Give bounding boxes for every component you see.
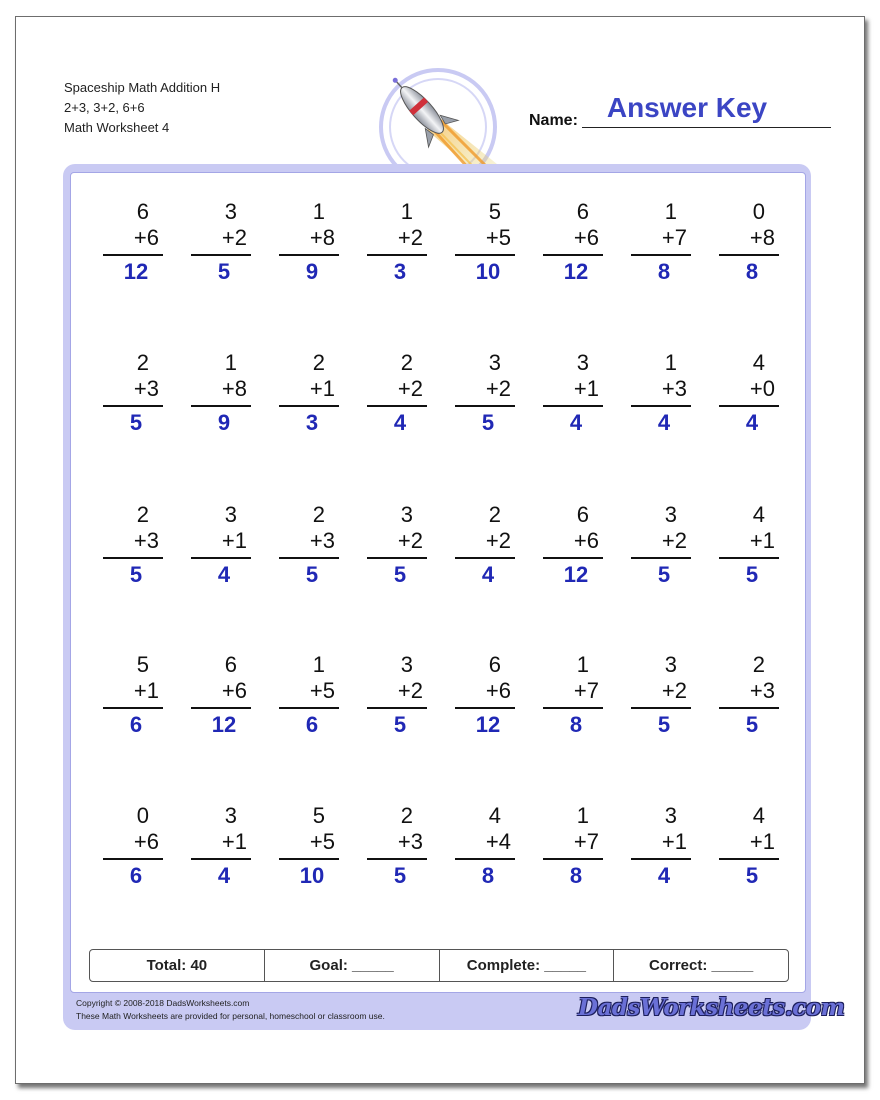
addend-top: 3 (576, 350, 589, 375)
addend-bottom-value: 7 (674, 225, 687, 250)
addition-problem (455, 803, 515, 889)
addition-problem (367, 199, 427, 285)
addend-top: 5 (136, 652, 149, 677)
addend-bottom (719, 528, 779, 554)
plus-sign: + (221, 678, 235, 703)
addend-top: 2 (400, 350, 413, 375)
sum-line (191, 707, 251, 709)
addend-bottom-value: 3 (146, 528, 159, 553)
plus-sign: + (485, 225, 499, 250)
addition-problem (279, 199, 339, 285)
problems-panel (70, 172, 806, 993)
addend-bottom-value: 1 (322, 376, 335, 401)
plus-sign: + (573, 376, 587, 401)
addend-top: 1 (224, 350, 237, 375)
addition-problem (103, 350, 163, 436)
addend-bottom-value: 1 (762, 528, 775, 553)
addend-bottom (631, 376, 691, 402)
plus-sign: + (221, 225, 235, 250)
score-goal: Goal: _____ (265, 950, 440, 981)
sum-line (279, 557, 339, 559)
answer: 5 (657, 562, 671, 587)
answer: 10 (299, 863, 325, 888)
addition-problem (103, 502, 163, 588)
answer: 5 (657, 712, 671, 737)
sum-line (103, 405, 163, 407)
sum-line (367, 707, 427, 709)
addend-bottom-value: 8 (234, 376, 247, 401)
addend-bottom-value: 0 (762, 376, 775, 401)
addend-top: 0 (136, 803, 149, 828)
sum-line (455, 858, 515, 860)
sum-line (191, 254, 251, 256)
addition-problem (191, 350, 251, 436)
answer: 5 (745, 712, 759, 737)
addend-top: 1 (664, 350, 677, 375)
addend-bottom (719, 376, 779, 402)
addend-top: 1 (664, 199, 677, 224)
addend-top: 2 (488, 502, 501, 527)
addend-bottom (279, 225, 339, 251)
addend-bottom-value: 6 (586, 225, 599, 250)
plus-sign: + (573, 829, 587, 854)
sum-line (631, 707, 691, 709)
score-table (89, 949, 789, 982)
plus-sign: + (397, 225, 411, 250)
sum-line (367, 557, 427, 559)
addition-problem (103, 652, 163, 738)
sum-line (719, 254, 779, 256)
answer: 4 (393, 410, 407, 435)
addition-problem (279, 652, 339, 738)
plus-sign: + (133, 225, 147, 250)
addition-problem (455, 502, 515, 588)
addend-bottom (543, 829, 603, 855)
addend-bottom-value: 6 (234, 678, 247, 703)
addition-problem (191, 803, 251, 889)
plus-sign: + (485, 376, 499, 401)
addend-bottom-value: 5 (498, 225, 511, 250)
addition-problem (719, 199, 779, 285)
addend-bottom (455, 678, 515, 704)
sum-line (543, 858, 603, 860)
copyright-notice (76, 997, 385, 1023)
sum-line (543, 254, 603, 256)
addend-bottom-value: 8 (322, 225, 335, 250)
addition-problem (103, 803, 163, 889)
worksheet-title: Spaceship Math Addition H (64, 80, 221, 95)
addend-bottom (543, 528, 603, 554)
answer: 4 (657, 410, 671, 435)
addend-top: 5 (488, 199, 501, 224)
plus-sign: + (573, 678, 587, 703)
addend-bottom (191, 376, 251, 402)
addend-bottom (367, 829, 427, 855)
plus-sign: + (309, 376, 323, 401)
sum-line (367, 254, 427, 256)
addition-problem (543, 502, 603, 588)
addend-bottom (719, 829, 779, 855)
addend-bottom (191, 678, 251, 704)
plus-sign: + (221, 528, 235, 553)
addition-problem (367, 502, 427, 588)
addend-bottom (103, 829, 163, 855)
addend-bottom-value: 3 (146, 376, 159, 401)
answer: 5 (481, 410, 495, 435)
plus-sign: + (485, 528, 499, 553)
addend-top: 4 (752, 350, 765, 375)
addend-bottom (191, 225, 251, 251)
addition-problem (367, 803, 427, 889)
plus-sign: + (749, 225, 763, 250)
plus-sign: + (661, 376, 675, 401)
addend-bottom-value: 1 (234, 829, 247, 854)
answer: 12 (563, 562, 589, 587)
answer: 6 (129, 863, 143, 888)
addend-bottom-value: 1 (674, 829, 687, 854)
addend-bottom-value: 2 (498, 528, 511, 553)
addition-problem (367, 652, 427, 738)
plus-sign: + (133, 829, 147, 854)
answer: 4 (569, 410, 583, 435)
addition-problem (279, 350, 339, 436)
plus-sign: + (309, 678, 323, 703)
addend-top: 3 (400, 502, 413, 527)
sum-line (279, 254, 339, 256)
answer: 4 (217, 562, 231, 587)
score-correct: Correct: _____ (649, 957, 754, 974)
addend-bottom-value: 2 (410, 528, 423, 553)
addend-top: 5 (312, 803, 325, 828)
addition-problem (279, 502, 339, 588)
plus-sign: + (749, 829, 763, 854)
addend-top: 1 (312, 652, 325, 677)
answer: 12 (123, 259, 149, 284)
addend-top: 3 (224, 502, 237, 527)
answer: 5 (305, 562, 319, 587)
sum-line (367, 405, 427, 407)
plus-sign: + (309, 528, 323, 553)
answer: 5 (745, 562, 759, 587)
dadsworksheets-logo: DadsWorksheets.com (578, 994, 845, 1021)
answer: 5 (129, 562, 143, 587)
answer: 4 (745, 410, 759, 435)
addend-bottom-value: 2 (498, 376, 511, 401)
answer: 12 (475, 712, 501, 737)
addend-bottom (367, 678, 427, 704)
addend-top: 6 (488, 652, 501, 677)
addition-problem (631, 803, 691, 889)
addend-bottom (455, 528, 515, 554)
addition-problem (103, 199, 163, 285)
addend-top: 2 (752, 652, 765, 677)
plus-sign: + (661, 829, 675, 854)
addition-problem (719, 652, 779, 738)
plus-sign: + (661, 678, 675, 703)
answer: 10 (475, 259, 501, 284)
addend-bottom-value: 7 (586, 829, 599, 854)
score-total: Total: 40 (90, 950, 265, 981)
addition-problem (543, 350, 603, 436)
answer-key-title: Answer Key (606, 92, 768, 123)
answer: 5 (393, 712, 407, 737)
sum-line (103, 557, 163, 559)
sum-line (191, 858, 251, 860)
answer: 8 (481, 863, 495, 888)
addend-bottom (279, 829, 339, 855)
addend-bottom (279, 678, 339, 704)
addend-bottom-value: 1 (586, 376, 599, 401)
addend-bottom-value: 7 (586, 678, 599, 703)
sum-line (719, 405, 779, 407)
sum-line (719, 557, 779, 559)
answer: 12 (563, 259, 589, 284)
plus-sign: + (485, 829, 499, 854)
addend-bottom (367, 376, 427, 402)
answer: 5 (217, 259, 231, 284)
sum-line (103, 858, 163, 860)
addend-bottom (103, 376, 163, 402)
addition-problem (631, 652, 691, 738)
answer: 5 (129, 410, 143, 435)
addend-bottom (455, 376, 515, 402)
sum-line (367, 858, 427, 860)
score-complete: Complete: _____ (440, 950, 615, 981)
sum-line (455, 254, 515, 256)
addend-bottom (191, 829, 251, 855)
addend-bottom (631, 678, 691, 704)
sum-line (279, 707, 339, 709)
addition-problem (631, 350, 691, 436)
addend-bottom-value: 2 (234, 225, 247, 250)
usage-line: These Math Worksheets are provided for personal, homeschool or classroom use. (76, 1011, 385, 1021)
addend-bottom-value: 3 (674, 376, 687, 401)
sum-line (191, 405, 251, 407)
addend-bottom-value: 1 (146, 678, 159, 703)
sum-line (719, 858, 779, 860)
addend-bottom (455, 225, 515, 251)
name-label: Name: (529, 112, 578, 129)
addition-problem (543, 803, 603, 889)
addend-bottom-value: 4 (498, 829, 511, 854)
addend-top: 6 (224, 652, 237, 677)
addend-bottom (191, 528, 251, 554)
plus-sign: + (133, 678, 147, 703)
plus-sign: + (573, 528, 587, 553)
addend-bottom-value: 1 (234, 528, 247, 553)
addend-bottom-value: 6 (146, 225, 159, 250)
plus-sign: + (397, 376, 411, 401)
answer: 6 (305, 712, 319, 737)
addend-bottom (279, 376, 339, 402)
addend-bottom (103, 225, 163, 251)
answer: 8 (745, 259, 759, 284)
addend-top: 3 (664, 652, 677, 677)
addend-bottom-value: 2 (410, 376, 423, 401)
addend-bottom (631, 225, 691, 251)
plus-sign: + (661, 528, 675, 553)
addend-bottom-value: 6 (498, 678, 511, 703)
addend-top: 1 (576, 803, 589, 828)
addend-bottom (103, 528, 163, 554)
addend-top: 6 (576, 199, 589, 224)
plus-sign: + (749, 528, 763, 553)
addition-problem (455, 350, 515, 436)
plus-sign: + (749, 376, 763, 401)
sum-line (103, 707, 163, 709)
answer: 4 (217, 863, 231, 888)
answer: 8 (657, 259, 671, 284)
addend-top: 2 (400, 803, 413, 828)
plus-sign: + (221, 829, 235, 854)
addend-top: 4 (752, 803, 765, 828)
sum-line (455, 557, 515, 559)
sum-line (279, 858, 339, 860)
sum-line (631, 858, 691, 860)
sum-line (543, 707, 603, 709)
addend-bottom (455, 829, 515, 855)
addend-top: 2 (136, 502, 149, 527)
addend-bottom (543, 678, 603, 704)
plus-sign: + (221, 376, 235, 401)
addend-top: 1 (312, 199, 325, 224)
addition-problem (631, 502, 691, 588)
plus-sign: + (749, 678, 763, 703)
answer: 9 (305, 259, 319, 284)
sum-line (719, 707, 779, 709)
addend-bottom-value: 6 (586, 528, 599, 553)
addend-bottom-value: 2 (674, 678, 687, 703)
addend-top: 4 (488, 803, 501, 828)
name-field-line (582, 127, 831, 128)
addition-problem (367, 350, 427, 436)
addend-top: 3 (664, 803, 677, 828)
addend-bottom (367, 528, 427, 554)
answer: 8 (569, 863, 583, 888)
addend-bottom (631, 829, 691, 855)
sum-line (455, 707, 515, 709)
answer: 5 (393, 562, 407, 587)
addend-top: 3 (224, 803, 237, 828)
addend-bottom (543, 376, 603, 402)
addend-bottom-value: 3 (322, 528, 335, 553)
addend-bottom-value: 3 (762, 678, 775, 703)
worksheet-header (64, 78, 220, 138)
plus-sign: + (397, 678, 411, 703)
addend-bottom (543, 225, 603, 251)
answer: 9 (217, 410, 231, 435)
sum-line (103, 254, 163, 256)
addend-top: 6 (576, 502, 589, 527)
addition-problem (719, 502, 779, 588)
addend-bottom-value: 8 (762, 225, 775, 250)
addend-bottom-value: 6 (146, 829, 159, 854)
answer: 3 (393, 259, 407, 284)
addition-problem (191, 652, 251, 738)
answer: 12 (211, 712, 237, 737)
plus-sign: + (397, 528, 411, 553)
sum-line (543, 557, 603, 559)
plus-sign: + (309, 829, 323, 854)
sum-line (631, 557, 691, 559)
addend-top: 3 (488, 350, 501, 375)
addend-top: 3 (224, 199, 237, 224)
addend-bottom-value: 2 (674, 528, 687, 553)
sum-line (631, 405, 691, 407)
addend-top: 4 (752, 502, 765, 527)
addend-bottom-value: 2 (410, 225, 423, 250)
addend-top: 2 (312, 350, 325, 375)
plus-sign: + (309, 225, 323, 250)
sum-line (279, 405, 339, 407)
answer: 4 (657, 863, 671, 888)
addend-bottom (719, 225, 779, 251)
addend-top: 2 (312, 502, 325, 527)
addend-top: 6 (136, 199, 149, 224)
addition-problem (543, 652, 603, 738)
plus-sign: + (133, 376, 147, 401)
addition-problem (719, 350, 779, 436)
addition-problem (455, 652, 515, 738)
sum-line (455, 405, 515, 407)
addition-problem (279, 803, 339, 889)
addend-bottom-value: 2 (410, 678, 423, 703)
sum-line (543, 405, 603, 407)
plus-sign: + (133, 528, 147, 553)
addend-bottom-value: 3 (410, 829, 423, 854)
answer: 3 (305, 410, 319, 435)
addend-top: 3 (664, 502, 677, 527)
plus-sign: + (485, 678, 499, 703)
addition-problem (191, 199, 251, 285)
answer: 8 (569, 712, 583, 737)
addend-bottom (631, 528, 691, 554)
answer: 5 (745, 863, 759, 888)
addition-problem (455, 199, 515, 285)
copyright-line: Copyright © 2008-2018 DadsWorksheets.com (76, 998, 250, 1008)
addend-top: 0 (752, 199, 765, 224)
addend-top: 3 (400, 652, 413, 677)
addend-bottom (103, 678, 163, 704)
addend-bottom-value: 5 (322, 829, 335, 854)
answer: 4 (481, 562, 495, 587)
addend-bottom (719, 678, 779, 704)
addend-bottom (367, 225, 427, 251)
addend-bottom (279, 528, 339, 554)
sum-line (191, 557, 251, 559)
addend-bottom-value: 5 (322, 678, 335, 703)
addition-problem (191, 502, 251, 588)
addition-problem (719, 803, 779, 889)
addend-top: 1 (400, 199, 413, 224)
addend-top: 2 (136, 350, 149, 375)
worksheet-facts: 2+3, 3+2, 6+6 (64, 100, 145, 115)
plus-sign: + (397, 829, 411, 854)
plus-sign: + (573, 225, 587, 250)
addition-problem (631, 199, 691, 285)
addition-problem (543, 199, 603, 285)
answer: 6 (129, 712, 143, 737)
plus-sign: + (661, 225, 675, 250)
addend-bottom-value: 1 (762, 829, 775, 854)
sum-line (631, 254, 691, 256)
answer: 5 (393, 863, 407, 888)
worksheet-subtitle: Math Worksheet 4 (64, 120, 170, 135)
addend-top: 1 (576, 652, 589, 677)
